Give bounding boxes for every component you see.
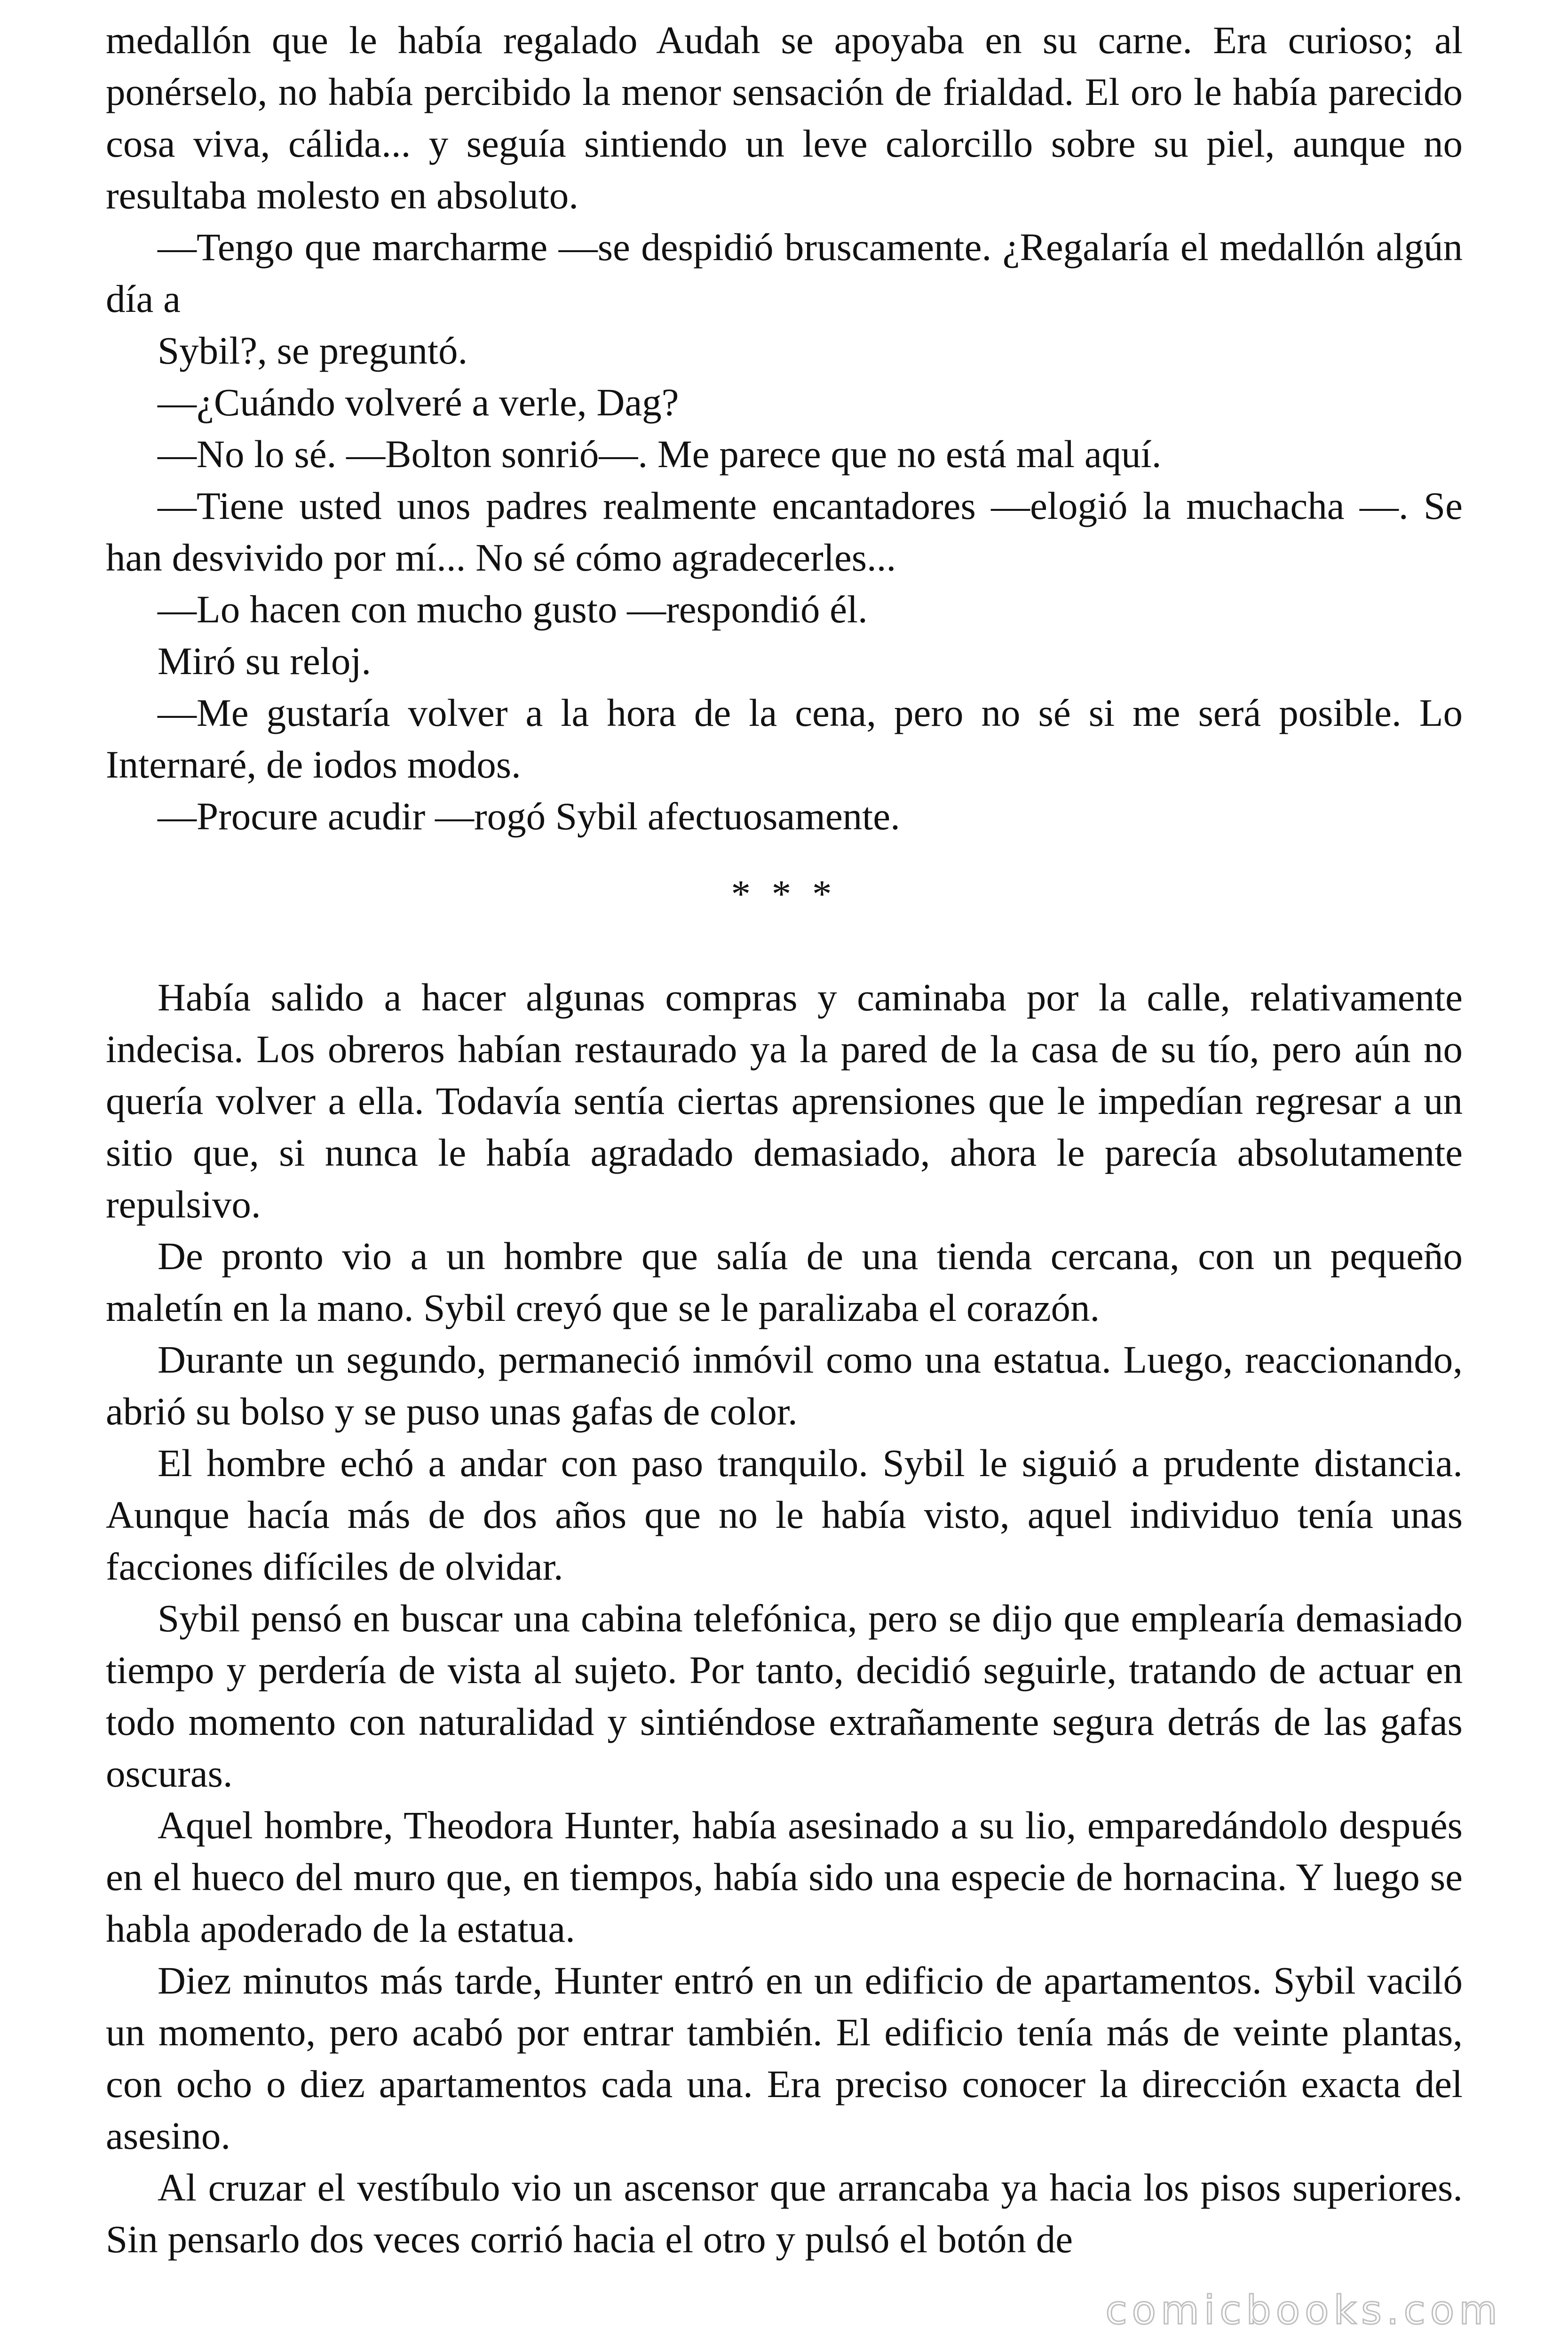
paragraph: El hombre echó a andar con paso tranquilo. Sybil le siguió a prudente distancia. Aunque hacía más de dos años que no le había visto, aquel individuo tenía unas facciones difíciles de olvidar. [106, 1441, 1463, 1588]
paragraph: —Tiene usted unos padres realmente encantadores —elogió la muchacha —. Se han desvivido por mí... No sé cómo agradecerles... [106, 484, 1463, 579]
watermark: comicbooks.com [1105, 2287, 1502, 2333]
paragraph: medallón que le había regalado Audah se apoyaba en su carne. Era curioso; al ponérselo, no había percibido la menor sensación de frialdad. El oro le había parecido cosa viva, cálida... y seguía sintiendo un leve calorcillo sobre su piel, aunque no resultaba molesto en absoluto. [106, 18, 1463, 217]
paragraph: Miró su reloj. [158, 639, 372, 683]
paragraph: Aquel hombre, Theodora Hunter, había asesinado a su lio, emparedándolo después en el hueco del muro que, en tiempos, había sido una especie de hornacina. Y luego se habla apoderado de la estatua. [106, 1804, 1463, 1950]
section-separator: * * * [731, 872, 838, 915]
paragraph: —Tengo que marcharme —se despidió bruscamente. ¿Regalaría el medallón algún día a [106, 225, 1463, 320]
paragraph: —Me gustaría volver a la hora de la cena, pero no sé si me será posible. Lo Internaré, de iodos modos. [106, 691, 1463, 786]
paragraph: Diez minutos más tarde, Hunter entró en un edificio de apartamentos. Sybil vaciló un momento, pero acabó por entrar también. El edificio tenía más de veinte plantas, con ocho o diez apartamentos cada una. Era preciso conocer la dirección exacta del asesino. [106, 1959, 1463, 2157]
paragraph: —¿Cuándo volveré a verle, Dag? [158, 381, 679, 424]
paragraph: —Procure acudir —rogó Sybil afectuosamente. [158, 795, 900, 838]
paragraph: Había salido a hacer algunas compras y caminaba por la calle, relativamente indecisa. Los obreros habían restaurado ya la pared de la casa de su tío, pero aún no quería volver a ella. Todavía sentía ciertas aprensiones que le impedían regresar a un sitio que, si nunca le había agradado demasiado, ahora le parecía absolutamente repulsivo. [106, 976, 1463, 1226]
page-text [106, 14, 1463, 2265]
paragraph: De pronto vio a un hombre que salía de una tienda cercana, con un pequeño maletín en la mano. Sybil creyó que se le paralizaba el corazón. [106, 1234, 1463, 1329]
paragraph: —Lo hacen con mucho gusto —respondió él. [158, 588, 868, 631]
paragraph: —No lo sé. —Bolton sonrió—. Me parece que no está mal aquí. [158, 432, 1162, 476]
paragraph: Sybil?, se preguntó. [158, 329, 468, 372]
paragraph: Sybil pensó en buscar una cabina telefónica, pero se dijo que emplearía demasiado tiempo y perdería de vista al sujeto. Por tanto, decidió seguirle, tratando de actuar en todo momento con naturalidad y sintiéndose extrañamente segura detrás de las gafas oscuras. [106, 1597, 1463, 1795]
paragraph: Al cruzar el vestíbulo vio un ascensor que arrancaba ya hacia los pisos superiores. Sin pensarlo dos veces corrió hacia el otro y pulsó el botón de [106, 2166, 1463, 2261]
paragraph: Durante un segundo, permaneció inmóvil como una estatua. Luego, reaccionando, abrió su bolso y se puso unas gafas de color. [106, 1338, 1463, 1433]
